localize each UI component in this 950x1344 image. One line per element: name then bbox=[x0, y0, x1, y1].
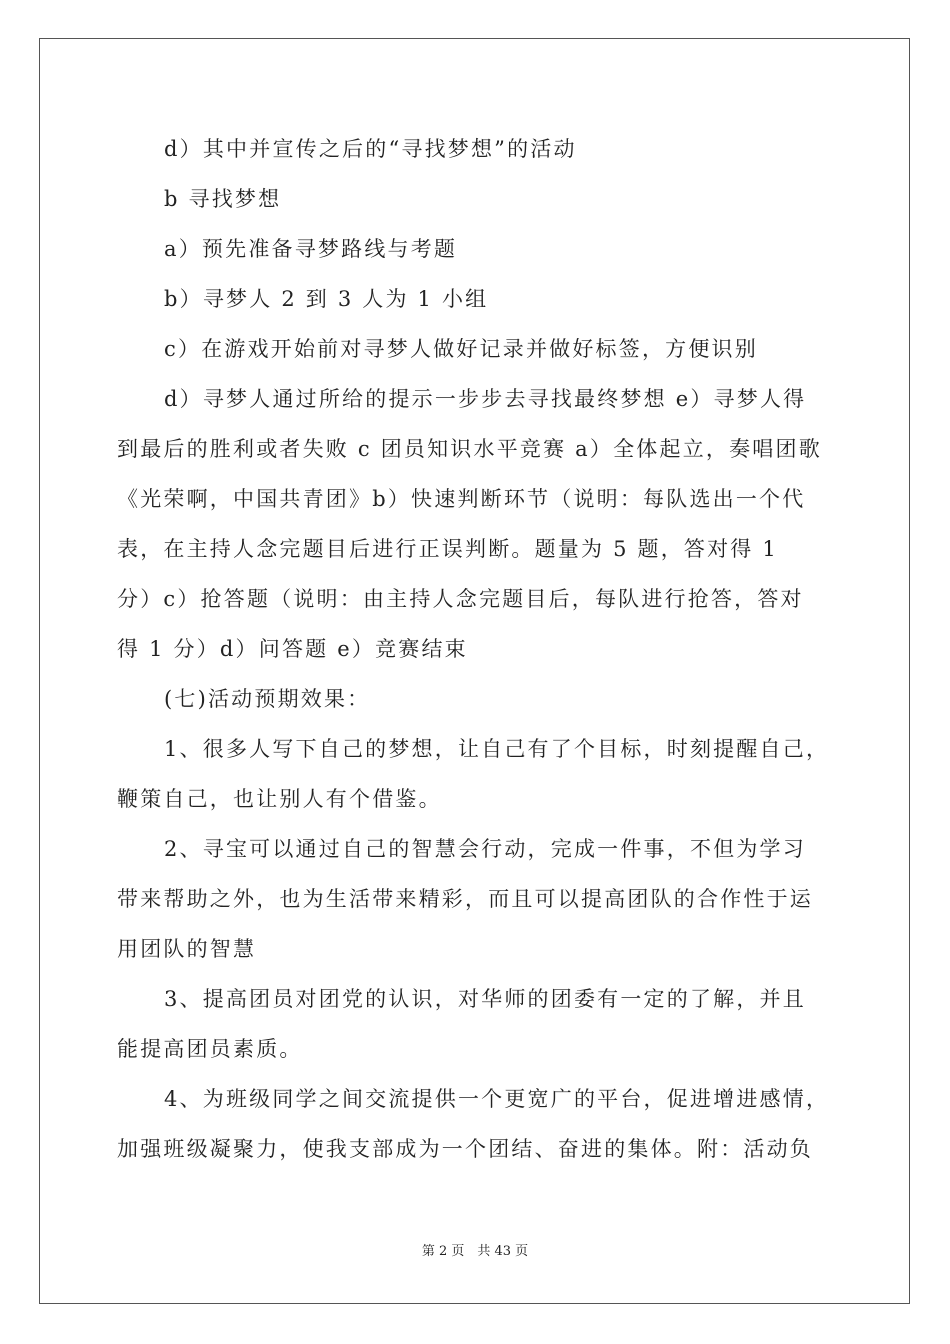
document-body bbox=[117, 124, 837, 1174]
text-line: c）在游戏开始前对寻梦人做好记录并做好标签，方便识别 bbox=[164, 337, 758, 361]
text-line: d）寻梦人通过所给的提示一步步去寻找最终梦想 e）寻梦人得 bbox=[164, 387, 807, 411]
text-line: 带来帮助之外，也为生活带来精彩，而且可以提高团队的合作性于运 bbox=[117, 887, 813, 911]
text-line: 2、寻宝可以通过自己的智慧会行动，完成一件事，不但为学习 bbox=[164, 837, 806, 861]
text-line: 加强班级凝聚力，使我支部成为一个团结、奋进的集体。附：活动负 bbox=[117, 1137, 813, 1161]
text-line: 1、很多人写下自己的梦想，让自己有了个目标，时刻提醒自己， bbox=[164, 737, 830, 761]
text-line: (七)活动预期效果： bbox=[164, 687, 371, 711]
text-line: 分）c）抢答题（说明：由主持人念完题目后，每队进行抢答，答对 bbox=[117, 587, 804, 611]
text-line: d）其中并宣传之后的“寻找梦想”的活动 bbox=[164, 137, 577, 161]
text-line: b 寻找梦想 bbox=[164, 187, 282, 211]
text-line: 能提高团员素质。 bbox=[117, 1037, 303, 1061]
page-number-footer: 第 2 页 共 43 页 bbox=[421, 1244, 529, 1259]
text-line: 3、提高团员对团党的认识，对华师的团委有一定的了解，并且 bbox=[164, 987, 806, 1011]
text-line: 鞭策自己，也让别人有个借鉴。 bbox=[117, 787, 442, 811]
text-line: 表，在主持人念完题目后进行正误判断。题量为 5 题，答对得 1 bbox=[117, 537, 778, 561]
text-line: 得 1 分）d）问答题 e）竞赛结束 bbox=[117, 637, 468, 661]
text-line: a）预先准备寻梦路线与考题 bbox=[164, 237, 458, 261]
text-line: 到最后的胜利或者失败 c 团员知识水平竞赛 a）全体起立，奏唱团歌 bbox=[117, 437, 822, 461]
text-line: 用团队的智慧 bbox=[117, 937, 257, 961]
text-line: b）寻梦人 2 到 3 人为 1 小组 bbox=[164, 287, 489, 311]
text-line: 《光荣啊，中国共青团》b）快速判断环节（说明：每队选出一个代 bbox=[117, 487, 806, 511]
text-line: 4、为班级同学之间交流提供一个更宽广的平台，促进增进感情， bbox=[164, 1087, 830, 1111]
